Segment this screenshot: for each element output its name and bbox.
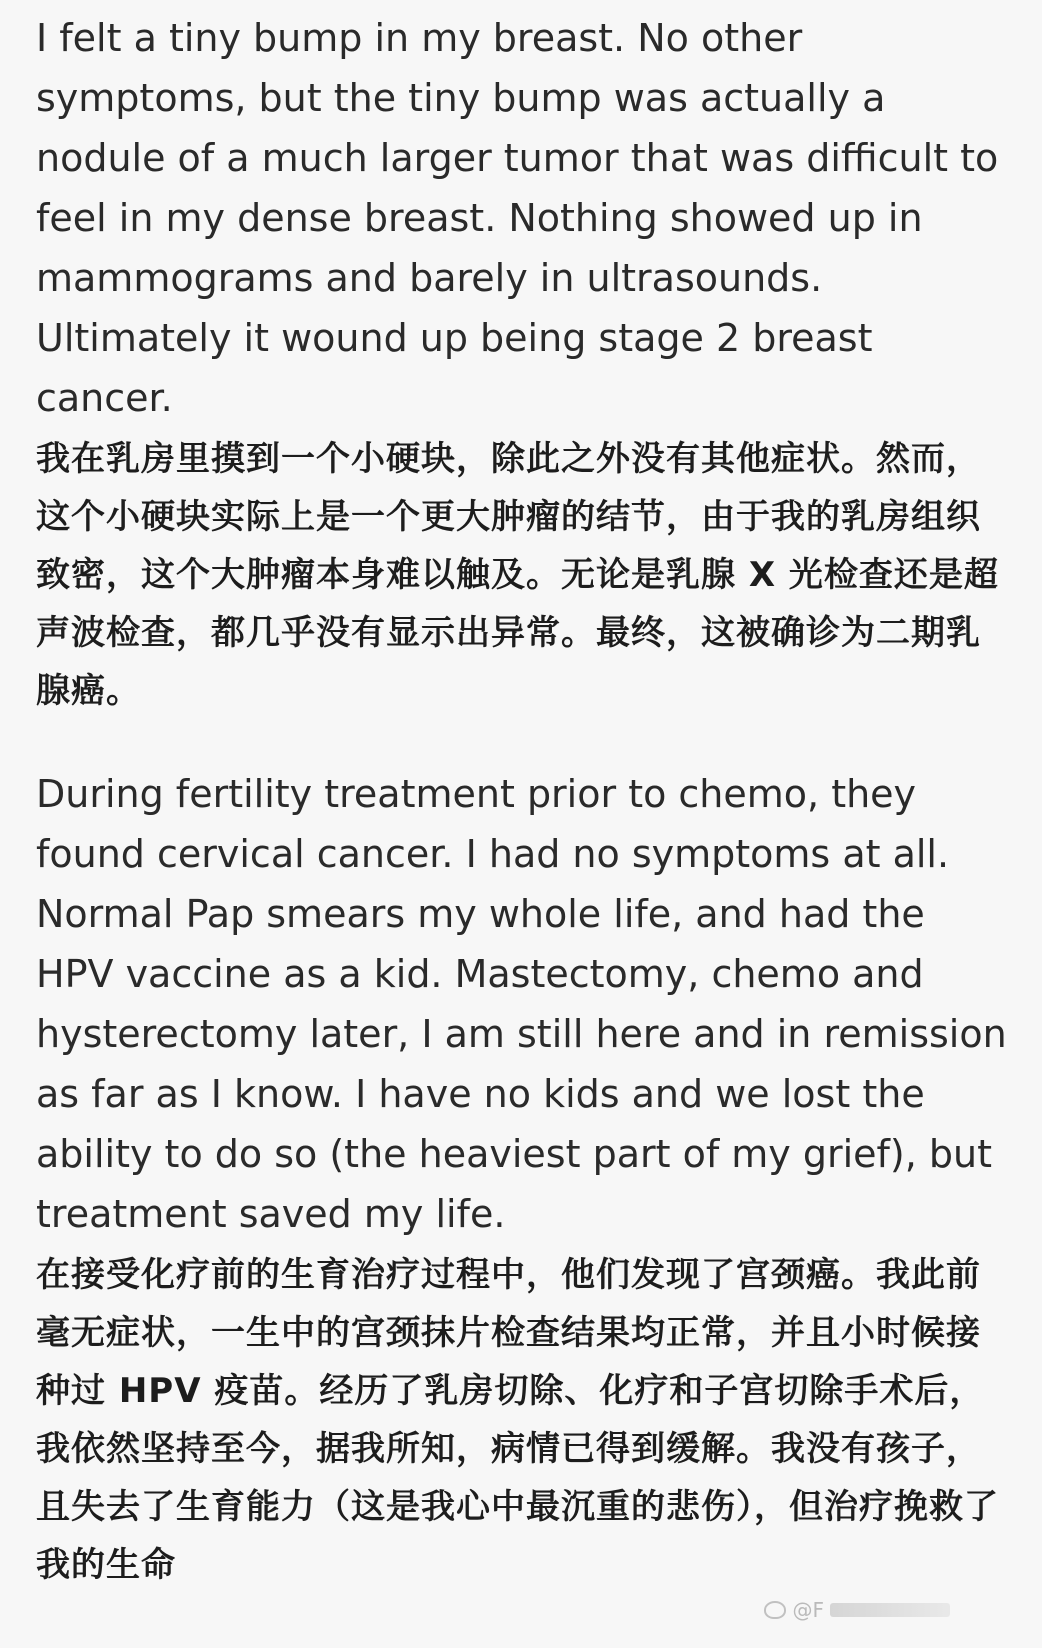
chinese-paragraph-2: 在接受化疗前的生育治疗过程中，他们发现了宫颈癌。我此前毫无症状，一生中的宫颈抹片检查结果均正常，并且小时候接种过 HPV 疫苗。经历了乳房切除、化疗和子宫切除手术后，我依然坚持至今，据我所知，病情已得到缓解。我没有孩子，且失去了生育能力（这是我心中最沉重的悲伤），但治疗挽救了我的生命	[36, 1255, 999, 1585]
paragraph-divider	[36, 720, 1011, 764]
english-paragraph-2: During fertility treatment prior to chemo, they found cervical cancer. I had no symptoms at all. Normal Pap smears my whole life, and had the HPV vaccine as a kid. Mastectomy, chemo and hysterectomy later, I am still here and in remission as far as I know. I have no kids and we lost the ability to do so (the heaviest part of my grief), but treatment saved my life.	[36, 772, 1007, 1236]
chinese-paragraph-1: 我在乳房里摸到一个小硬块，除此之外没有其他症状。然而，这个小硬块实际上是一个更大肿瘤的结节，由于我的乳房组织致密，这个大肿瘤本身难以触及。无论是乳腺 X 光检查还是超声波检查，都几乎没有显示出异常。最终，这被确诊为二期乳腺癌。	[36, 439, 999, 711]
watermark-obscured-name	[830, 1603, 950, 1617]
english-paragraph-1: I felt a tiny bump in my breast. No other symptoms, but the tiny bump was actually a nodule of a much larger tumor that was difficult to feel in my dense breast. Nothing showed up in mammograms and barely in ultrasounds. Ultimately it wound up being stage 2 breast cancer.	[36, 16, 999, 420]
watermark	[764, 1598, 950, 1622]
watermark-text: @F	[792, 1598, 824, 1622]
weibo-logo-icon	[764, 1601, 786, 1619]
post-content	[36, 8, 1011, 1594]
